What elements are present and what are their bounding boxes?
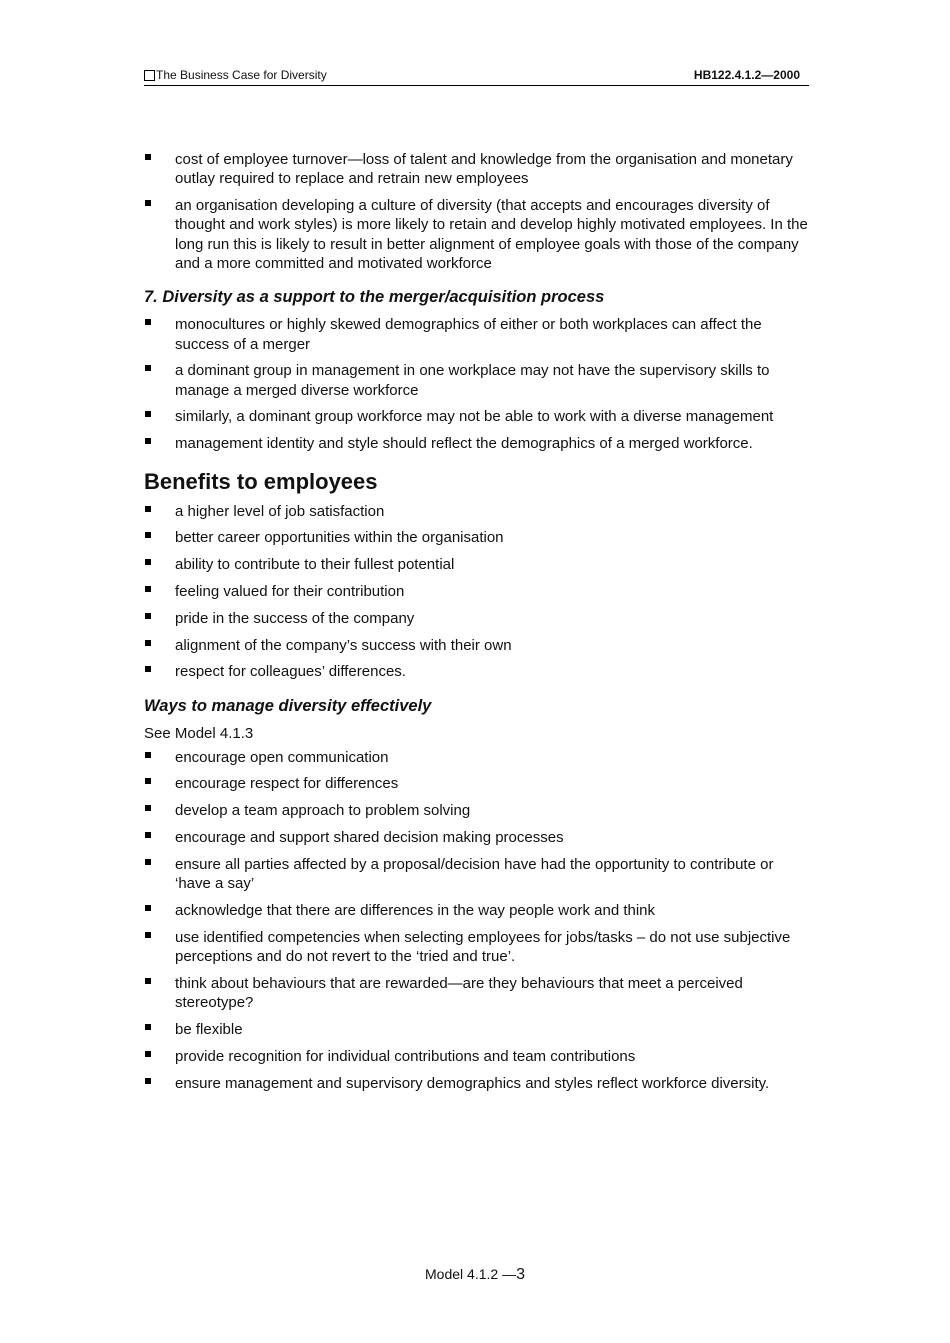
footer-label: Model 4.1.2 — xyxy=(425,1266,517,1282)
list-item: encourage respect for differences xyxy=(144,774,809,793)
bullet-square-icon xyxy=(145,1024,151,1030)
list-item: cost of employee turnover—loss of talent and knowledge from the organisation and monetary outlay required to replace and retrain new employees xyxy=(144,150,809,189)
see-model-reference: See Model 4.1.3 xyxy=(144,724,254,742)
list-item: management identity and style should reflect the demographics of a merged workforce. xyxy=(144,434,809,453)
page-header xyxy=(144,67,809,86)
list-item: encourage and support shared decision making processes xyxy=(144,828,809,847)
list-item: a dominant group in management in one workplace may not have the supervisory skills to manage a merged diverse workforce xyxy=(144,361,809,400)
list-item: a higher level of job satisfaction xyxy=(144,502,809,521)
list-item: monocultures or highly skewed demographics of either or both workplaces can affect the success of a merger xyxy=(144,315,809,354)
bullet-square-icon xyxy=(145,200,151,206)
list-item: think about behaviours that are rewarded—are they behaviours that meet a perceived stereotype? xyxy=(144,974,809,1013)
list-item: similarly, a dominant group workforce may not be able to work with a diverse management xyxy=(144,407,809,426)
bullet-square-icon xyxy=(145,506,151,512)
bullet-square-icon xyxy=(145,932,151,938)
page-content xyxy=(144,150,809,1100)
bullet-square-icon xyxy=(145,666,151,672)
list-item: respect for colleagues’ differences. xyxy=(144,662,809,681)
bullet-square-icon xyxy=(145,859,151,865)
bullet-square-icon xyxy=(145,640,151,646)
list-item: alignment of the company’s success with their own xyxy=(144,636,809,655)
ways-list xyxy=(144,748,809,1093)
list-item: feeling valued for their contribution xyxy=(144,582,809,601)
bullet-square-icon xyxy=(145,438,151,444)
merger-heading: 7. Diversity as a support to the merger/acquisition process xyxy=(144,288,605,307)
bullet-square-icon xyxy=(145,154,151,160)
bullet-square-icon xyxy=(145,559,151,565)
bullet-square-icon xyxy=(145,532,151,538)
header-title: The Business Case for Diversity xyxy=(156,68,327,82)
list-item: ensure all parties affected by a proposal/decision have had the opportunity to contribute or ‘have a say’ xyxy=(144,855,809,894)
bullet-square-icon xyxy=(145,805,151,811)
list-item: acknowledge that there are differences in the way people work and think xyxy=(144,901,809,920)
bullet-square-icon xyxy=(145,1078,151,1084)
bullet-square-icon xyxy=(145,978,151,984)
list-item: pride in the success of the company xyxy=(144,609,809,628)
bullet-square-icon xyxy=(145,778,151,784)
bullet-square-icon xyxy=(145,752,151,758)
list-item: encourage open communication xyxy=(144,748,809,767)
merger-list xyxy=(144,315,809,453)
bullet-square-icon xyxy=(145,832,151,838)
header-left xyxy=(144,68,327,82)
benefits-list xyxy=(144,502,809,682)
list-item: be flexible xyxy=(144,1020,809,1039)
page-footer xyxy=(0,1266,950,1284)
header-code: HB122.4.1.2—2000 xyxy=(693,68,800,82)
intro-list xyxy=(144,150,809,273)
bullet-square-icon xyxy=(145,905,151,911)
bullet-square-icon xyxy=(145,613,151,619)
bullet-square-icon xyxy=(145,1051,151,1057)
list-item: develop a team approach to problem solving xyxy=(144,801,809,820)
bullet-square-icon xyxy=(145,411,151,417)
list-item: provide recognition for individual contributions and team contributions xyxy=(144,1047,809,1066)
page-number: 3 xyxy=(516,1266,525,1283)
list-item: ability to contribute to their fullest potential xyxy=(144,555,809,574)
bullet-square-icon xyxy=(145,586,151,592)
list-item: an organisation developing a culture of diversity (that accepts and encourages diversity of thought and work styles) is more likely to retain and develop highly motivated employees. In the long run this is likely to result in better alignment of employee goals with those of the company and a more committed and motivated workforce xyxy=(144,196,809,273)
list-item: better career opportunities within the organisation xyxy=(144,528,809,547)
list-item: use identified competencies when selecting employees for jobs/tasks – do not use subjective perceptions and do not revert to the ‘tried and true’. xyxy=(144,928,809,967)
bullet-square-icon xyxy=(145,365,151,371)
benefits-heading: Benefits to employees xyxy=(144,468,378,494)
checkbox-glyph-icon xyxy=(144,70,155,81)
ways-heading: Ways to manage diversity effectively xyxy=(144,696,432,715)
list-item: ensure management and supervisory demographics and styles reflect workforce diversity. xyxy=(144,1074,809,1093)
bullet-square-icon xyxy=(145,319,151,325)
